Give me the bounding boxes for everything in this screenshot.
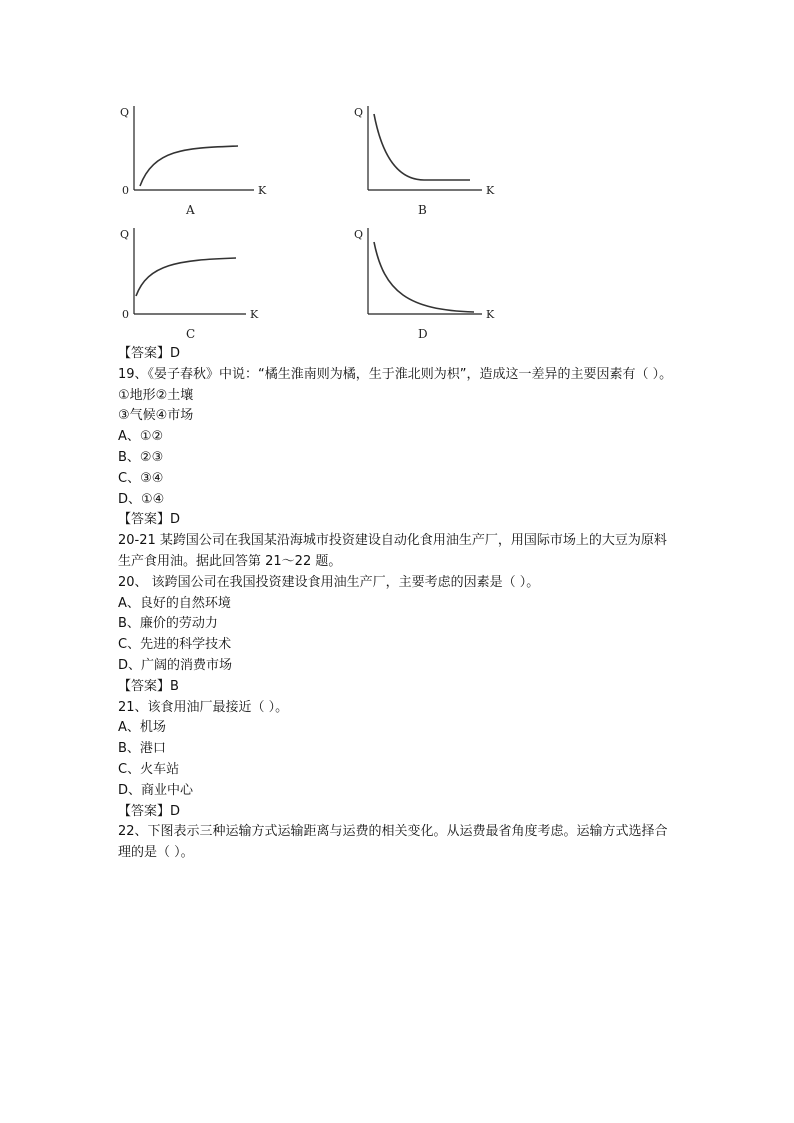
choice-c: C、③④ bbox=[118, 470, 164, 486]
question-20: 20、 该跨国公司在我国投资建设食用油生产厂，主要考虑的因素是（ ）。 bbox=[118, 574, 540, 590]
panel-b-k-label: K bbox=[486, 184, 495, 197]
choice-d: D、广阔的消费市场 bbox=[118, 657, 233, 673]
qk-graph-figure bbox=[118, 96, 498, 342]
passage-20-21: 20-21 某跨国公司在我国某沿海城市投资建设自动化食用油生产厂，用国际市场上的大豆为原料生产食用油。据此回答第 21～22 题。 bbox=[118, 533, 667, 569]
panel-b bbox=[354, 106, 495, 217]
choice-b: B、港口 bbox=[118, 741, 166, 757]
panel-c-caption: C bbox=[186, 327, 196, 341]
choice-d: D、①④ bbox=[118, 491, 165, 507]
choice-d: D、商业中心 bbox=[118, 782, 194, 798]
panel-a bbox=[120, 106, 267, 217]
panel-c-k-label: K bbox=[250, 308, 259, 321]
panel-d-q-label: Q bbox=[354, 228, 364, 241]
choice-a: A、机场 bbox=[118, 720, 166, 736]
panel-d-k-label: K bbox=[486, 308, 495, 321]
document-body bbox=[118, 344, 678, 864]
choice-c: C、先进的科学技术 bbox=[118, 637, 232, 653]
panel-d bbox=[354, 228, 495, 341]
option-line: ①地形②土壤 bbox=[118, 387, 194, 403]
question-21: 21、该食用油厂最接近（ ）。 bbox=[118, 699, 289, 715]
panel-b-curve bbox=[374, 114, 470, 180]
qk-graphs-svg bbox=[118, 96, 498, 342]
choice-a: A、良好的自然环境 bbox=[118, 595, 231, 611]
choice-b: B、廉价的劳动力 bbox=[118, 616, 218, 632]
choice-a: A、①② bbox=[118, 429, 164, 445]
panel-c-curve bbox=[136, 258, 236, 296]
question-22: 22、下图表示三种运输方式运输距离与运费的相关变化。从运费最省角度考虑。运输方式选择合理的是（ ）。 bbox=[118, 824, 668, 861]
panel-c-origin: 0 bbox=[122, 308, 129, 321]
panel-b-q-label: Q bbox=[354, 106, 364, 119]
panel-d-curve bbox=[374, 242, 474, 312]
panel-a-origin: 0 bbox=[122, 184, 129, 197]
choice-c: C、火车站 bbox=[118, 761, 180, 777]
answer-line: 【答案】D bbox=[118, 346, 181, 361]
option-line: ③气候④市场 bbox=[118, 408, 194, 424]
question-19: 19、《晏子春秋》中说：“橘生淮南则为橘，生于淮北则为枳”，造成这一差异的主要因素有（ ）。 bbox=[118, 366, 673, 382]
panel-c-q-label: Q bbox=[120, 228, 130, 241]
panel-b-caption: B bbox=[418, 203, 427, 217]
panel-c bbox=[120, 228, 259, 341]
answer-line: 【答案】B bbox=[118, 678, 179, 694]
panel-a-caption: A bbox=[186, 203, 195, 217]
panel-a-k-label: K bbox=[258, 184, 267, 197]
panel-d-caption: D bbox=[418, 327, 428, 341]
answer-line: 【答案】D bbox=[118, 803, 181, 819]
panel-a-curve bbox=[140, 146, 238, 186]
choice-b: B、②③ bbox=[118, 449, 164, 465]
answer-line: 【答案】D bbox=[118, 512, 181, 528]
panel-a-q-label: Q bbox=[120, 106, 130, 119]
